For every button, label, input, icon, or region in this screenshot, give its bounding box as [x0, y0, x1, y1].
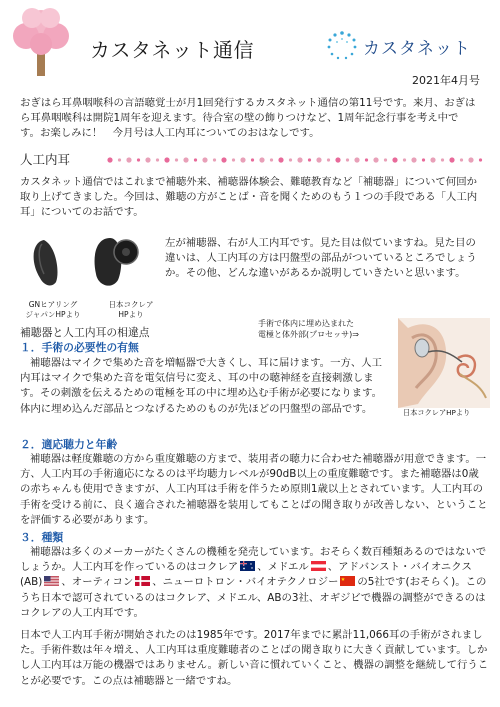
divider-dot — [335, 157, 340, 162]
differences-heading: 補聴器と人工内耳の相違点 — [20, 326, 150, 339]
point-3-text-4: 、オーティコン — [61, 576, 134, 589]
divider-dot — [194, 158, 197, 161]
divider-dot — [202, 157, 207, 162]
divider-dot — [354, 157, 359, 162]
cochlear-implant-caption: 日本コクレア HPより — [108, 300, 154, 319]
device-comparison-images — [22, 232, 162, 327]
divider-dot — [392, 157, 397, 162]
divider-dot — [213, 158, 216, 161]
section-lead: カスタネット通信ではこれまで補聴外来、補聴器体験会、難聴教育など「補聴器」について何回か取り上げてきました。今回は、難聴の方がことば・音を聞くためのもう１つの手段である「人工内耳」についてのお話です。 — [20, 176, 478, 219]
decorative-dot-divider — [105, 151, 490, 163]
divider-dot — [270, 158, 273, 161]
point-1-body: 補聴器はマイクで集めた音を増幅器で大きくし、耳に届けます。一方、人工内耳はマイクで集めた音を電気信号に変え、耳の中の聴神経を直接刺激します。その刺激を伝えるための電極を耳の中に埋め込む手術が必要になります。体内に埋め込んだ部品とつなげるためのものが先ほどの円盤型の部品です。 — [20, 357, 383, 415]
usa-flag-icon — [44, 576, 59, 586]
intro-paragraph: おぎはら耳鼻咽喉科の言語聴覚士が月1回発行するカスタネット通信の第11号です。来月、おぎはら耳鼻咽喉科は開院1周年を迎えます。待合室の壁の飾りつけなど、1周年記念行事を考え中です。お楽しみに！ 今月号は人工内耳についてのおはなしです。 — [20, 97, 476, 140]
divider-dot — [164, 157, 169, 162]
divider-dot — [278, 157, 283, 162]
australia-flag-icon — [240, 561, 255, 571]
newsletter-title: カスタネット通信 — [90, 38, 254, 62]
logo-text: カスタネット — [363, 39, 471, 59]
issue-date: 2021年4月号 — [412, 74, 480, 87]
cherry-tree-icon — [10, 6, 72, 80]
divider-dot — [240, 157, 245, 162]
divider-dot — [221, 157, 226, 162]
divider-dot — [308, 158, 311, 161]
divider-dot — [183, 157, 188, 162]
divider-dot — [430, 157, 435, 162]
section-heading: 人工内耳 — [20, 152, 71, 167]
divider-dot — [422, 158, 425, 161]
implant-callout: 手術で体内に埋め込まれた 電極と体外部(プロセッサ)⇒ — [258, 319, 359, 339]
point-3-text-5: 、ニューロトロン・バイオテクノロジー — [152, 576, 339, 589]
divider-dot — [137, 158, 140, 161]
divider-dot — [175, 158, 178, 161]
divider-dot — [259, 157, 264, 162]
china-flag-icon — [340, 576, 355, 586]
hearing-aid-caption: GNヒアリング ジャパンHPより — [25, 300, 81, 319]
divider-dot — [118, 158, 121, 161]
divider-dot — [479, 158, 482, 161]
denmark-flag-icon — [135, 576, 150, 586]
hearing-aid-image — [22, 232, 162, 294]
ear-cross-section-image — [398, 318, 490, 408]
divider-dot — [449, 157, 454, 162]
point-3-text-2: 、メドエル — [257, 561, 309, 574]
point-3-text-1: 補聴器は多くのメーカーがたくさんの機種を発売しています。おそらく数百種類あるのではないでしょうか。人工内耳を作っているのはコクレア — [20, 546, 487, 574]
point-2-body: 補聴器は軽度難聴の方から重度難聴の方まで、装用者の聴力に合わせた補聴器が用意できます。一方、人工内耳の手術適応になるのは平均聴力レベルが90dB以上の重度難聴です。また補聴器は0歳の赤ちゃんも使用できますが、人工内耳は手術を伴うため原則1歳以上とされています。人工内耳の手術を受ける前に、良く適合された補聴器を装用してもことばの聞き取りが改善しない、ということを評価する必要があります。 — [20, 453, 488, 526]
point-3-text-6: の5社です(おそらく)。このうち日本で認可されているのはコクレア、メドエル、ABの3社、オギジビで機器の調整ができるのはコクレアの人工内耳です。 — [20, 576, 487, 619]
comparison-text: 左が補聴器、右が人工内耳です。見た目は似ていますね。見た目の違いは、人工内耳の方は円盤型の部品がついているところでしょうか。その他、どんな違いがあるか説明していきたいと思います。 — [165, 237, 477, 280]
point-1-title: １．手術の必要性の有無 — [20, 341, 139, 354]
point-3-text-3: 、アドバンスト・バイオニクス(AB) — [20, 561, 472, 589]
divider-dot — [289, 158, 292, 161]
divider-dot — [468, 157, 473, 162]
ear-image-caption: 日本コクレアHPより — [403, 408, 471, 417]
divider-dot — [251, 158, 254, 161]
divider-dot — [327, 158, 330, 161]
point-2-title: ２．適応聴力と年齢 — [20, 438, 118, 451]
divider-dot — [297, 157, 302, 162]
divider-dot — [441, 158, 444, 161]
divider-dot — [346, 158, 349, 161]
point-3-title: ３．種類 — [20, 531, 64, 544]
divider-dot — [156, 158, 159, 161]
divider-dot — [411, 157, 416, 162]
closing-paragraph: 日本で人工内耳手術が開始されたのは1985年です。2017年までに累計11,066耳の手術がされました。手術件数は年々増え、人工内耳は重度難聴者のことばの聞き取りに大きく貢献しています。しかし人工内耳は万能の機器ではありません。新しい音に慣れていくこと、機器の調整を継続して行うことが必要です。この点は補聴器と一緒ですね。 — [20, 629, 489, 687]
castanet-logo — [325, 30, 490, 60]
divider-dot — [384, 158, 387, 161]
divider-dot — [373, 157, 378, 162]
point-3-body — [20, 545, 488, 621]
divider-dot — [232, 158, 235, 161]
divider-dot — [316, 157, 321, 162]
divider-dot — [145, 157, 150, 162]
logo-circle-icon — [325, 30, 359, 60]
divider-dot — [126, 157, 131, 162]
divider-dot — [107, 157, 112, 162]
divider-dot — [403, 158, 406, 161]
divider-dot — [365, 158, 368, 161]
austria-flag-icon — [311, 561, 326, 571]
divider-dot — [460, 158, 463, 161]
